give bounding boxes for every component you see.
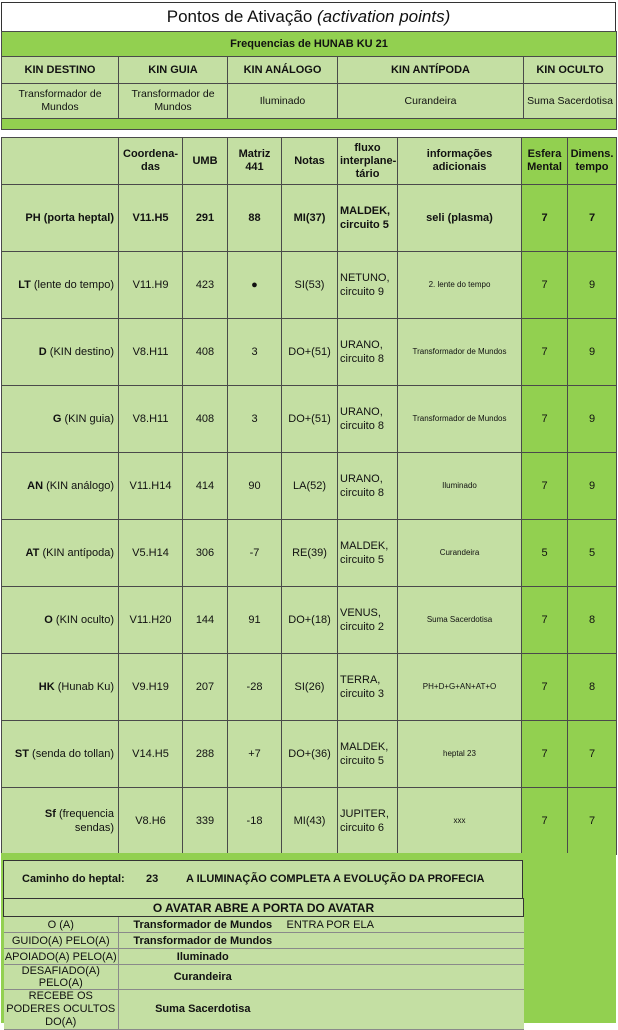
kin-value-guia: Transformador de Mundos — [119, 84, 228, 119]
avatar-extra — [287, 965, 524, 990]
cell-fluxo: MALDEK, circuito 5 — [338, 721, 398, 788]
row-label — [2, 252, 119, 319]
row-name: (KIN análogo) — [46, 480, 114, 492]
row-label — [2, 587, 119, 654]
row-code: LT — [18, 279, 31, 291]
cell-fluxo: TERRA, circuito 3 — [338, 654, 398, 721]
cell-notas: DO+(36) — [282, 721, 338, 788]
cell-info: xxx — [398, 788, 522, 855]
cell-esfera: 7 — [522, 252, 568, 319]
cell-notas: SI(53) — [282, 252, 338, 319]
cell-notas: DO+(51) — [282, 386, 338, 453]
column-header: Coordena-das — [119, 138, 183, 185]
cell-matriz: +7 — [228, 721, 282, 788]
avatar-extra — [287, 949, 524, 965]
column-header: Esfera Mental — [522, 138, 568, 185]
kin-value-analogo: Iluminado — [228, 84, 338, 119]
row-label — [2, 721, 119, 788]
cell-dimens: 7 — [568, 788, 617, 855]
avatar-key: O (A) — [4, 917, 119, 933]
row-label — [2, 654, 119, 721]
row-label — [2, 788, 119, 855]
table-header-row — [2, 138, 617, 185]
column-header: fluxo interplane-tário — [338, 138, 398, 185]
cell-fluxo: URANO, circuito 8 — [338, 453, 398, 520]
avatar-row — [4, 949, 524, 965]
cell-umb: 408 — [183, 386, 228, 453]
column-header: UMB — [183, 138, 228, 185]
kin-value-antipoda: Curandeira — [338, 84, 524, 119]
cell-matriz: -7 — [228, 520, 282, 587]
cell-umb: 339 — [183, 788, 228, 855]
path-label: Caminho do heptal: — [22, 873, 125, 885]
cell-info: seli (plasma) — [398, 185, 522, 252]
cell-coord: V8.H11 — [119, 319, 183, 386]
table-row — [2, 721, 617, 788]
cell-info: Suma Sacerdotisa — [398, 587, 522, 654]
row-name: (lente do tempo) — [33, 279, 114, 291]
cell-umb: 291 — [183, 185, 228, 252]
avatar-extra — [287, 933, 524, 949]
cell-dimens: 7 — [568, 721, 617, 788]
row-name: (Hunab Ku) — [57, 681, 114, 693]
cell-dimens: 9 — [568, 252, 617, 319]
table-row — [2, 453, 617, 520]
cell-coord: V11.H5 — [119, 185, 183, 252]
cell-esfera: 7 — [522, 788, 568, 855]
kin-header-oculto: KIN OCULTO — [524, 57, 617, 84]
row-code: ST — [14, 748, 29, 760]
avatar-extra: ENTRA POR ELA — [287, 917, 524, 933]
avatar-key: DESAFIADO(A) PELO(A) — [4, 965, 119, 990]
cell-dimens: 9 — [568, 319, 617, 386]
avatar-title: O AVATAR ABRE A PORTA DO AVATAR — [4, 899, 524, 917]
row-label — [2, 386, 119, 453]
kin-header-table — [1, 31, 617, 130]
avatar-key: RECEBE OS PODERES OCULTOS DO(A) — [4, 990, 119, 1030]
cell-notas: MI(43) — [282, 788, 338, 855]
cell-esfera: 7 — [522, 587, 568, 654]
kin-value-destino: Transformador de Mundos — [2, 84, 119, 119]
cell-esfera: 7 — [522, 319, 568, 386]
cell-umb: 207 — [183, 654, 228, 721]
cell-umb: 408 — [183, 319, 228, 386]
cell-umb: 414 — [183, 453, 228, 520]
row-code: AN — [27, 480, 44, 492]
table-row — [2, 252, 617, 319]
table-row — [2, 654, 617, 721]
cell-fluxo: MALDEK, circuito 5 — [338, 520, 398, 587]
row-label — [2, 185, 119, 252]
row-name: (KIN guia) — [64, 413, 114, 425]
cell-matriz: 90 — [228, 453, 282, 520]
table-row — [2, 587, 617, 654]
path-text: A ILUMINAÇÃO COMPLETA A EVOLUÇÃO DA PROFECIA — [186, 873, 485, 885]
row-code: HK — [38, 681, 55, 693]
cell-info: PH+D+G+AN+AT+O — [398, 654, 522, 721]
frequency-header: Frequencias de HUNAB KU 21 — [2, 32, 617, 57]
cell-esfera: 7 — [522, 721, 568, 788]
heptal-path — [3, 860, 523, 900]
row-code: O — [44, 614, 53, 626]
cell-notas: DO+(18) — [282, 587, 338, 654]
cell-coord: V9.H19 — [119, 654, 183, 721]
avatar-key: GUIDO(A) PELO(A) — [4, 933, 119, 949]
cell-coord: V11.H9 — [119, 252, 183, 319]
row-code: AT — [25, 547, 40, 559]
avatar-row — [4, 965, 524, 990]
cell-matriz: 3 — [228, 386, 282, 453]
column-header: Dimens. tempo — [568, 138, 617, 185]
row-code: Sf — [44, 808, 56, 820]
column-header — [2, 138, 119, 185]
row-code: G — [52, 413, 62, 425]
cell-fluxo: MALDEK, circuito 5 — [338, 185, 398, 252]
cell-umb: 423 — [183, 252, 228, 319]
row-name: (frequencia sendas) — [58, 808, 114, 834]
cell-umb: 306 — [183, 520, 228, 587]
cell-dimens: 7 — [568, 185, 617, 252]
cell-dimens: 5 — [568, 520, 617, 587]
avatar-key: APOIADO(A) PELO(A) — [4, 950, 117, 963]
row-name: (KIN oculto) — [55, 614, 114, 626]
column-header: Matriz 441 — [228, 138, 282, 185]
cell-info: Curandeira — [398, 520, 522, 587]
cell-esfera: 7 — [522, 453, 568, 520]
cell-dimens: 9 — [568, 386, 617, 453]
avatar-table — [3, 898, 524, 1030]
cell-info: Transformador de Mundos — [398, 386, 522, 453]
avatar-row — [4, 917, 524, 933]
cell-matriz: ● — [228, 252, 282, 319]
table-row — [2, 788, 617, 855]
cell-matriz: 88 — [228, 185, 282, 252]
cell-coord: V5.H14 — [119, 520, 183, 587]
spacer-row — [2, 119, 617, 130]
cell-info: Transformador de Mundos — [398, 319, 522, 386]
cell-fluxo: URANO, circuito 8 — [338, 386, 398, 453]
avatar-value: Transformador de Mundos — [119, 933, 287, 949]
cell-fluxo: VENUS, circuito 2 — [338, 587, 398, 654]
kin-header-analogo: KIN ANÁLOGO — [228, 57, 338, 84]
cell-matriz: 91 — [228, 587, 282, 654]
page-title: Pontos de Ativação (activation points) — [1, 2, 616, 32]
cell-umb: 288 — [183, 721, 228, 788]
cell-umb: 144 — [183, 587, 228, 654]
cell-coord: V14.H5 — [119, 721, 183, 788]
activation-points-table — [1, 137, 617, 855]
cell-notas: MI(37) — [282, 185, 338, 252]
path-number: 23 — [146, 873, 159, 885]
cell-esfera: 7 — [522, 386, 568, 453]
cell-esfera: 5 — [522, 520, 568, 587]
row-label — [2, 319, 119, 386]
cell-coord: V11.H14 — [119, 453, 183, 520]
cell-info: Iluminado — [398, 453, 522, 520]
cell-coord: V11.H20 — [119, 587, 183, 654]
avatar-value: Curandeira — [119, 965, 287, 990]
avatar-value: Transformador de Mundos — [119, 917, 287, 933]
table-row — [2, 319, 617, 386]
kin-header-destino: KIN DESTINO — [2, 57, 119, 84]
avatar-row — [4, 933, 524, 949]
row-name: (KIN antípoda) — [42, 547, 114, 559]
cell-matriz: -28 — [228, 654, 282, 721]
cell-esfera: 7 — [522, 654, 568, 721]
row-name: (senda do tollan) — [32, 748, 114, 760]
table-row — [2, 520, 617, 587]
cell-matriz: -18 — [228, 788, 282, 855]
cell-coord: V8.H6 — [119, 788, 183, 855]
cell-notas: LA(52) — [282, 453, 338, 520]
row-label — [2, 453, 119, 520]
column-header: informações adicionais — [398, 138, 522, 185]
row-code: D — [38, 346, 47, 358]
row-code: PH — [25, 212, 41, 224]
cell-notas: SI(26) — [282, 654, 338, 721]
table-row — [2, 185, 617, 252]
cell-coord: V8.H11 — [119, 386, 183, 453]
cell-dimens: 8 — [568, 587, 617, 654]
cell-fluxo: JUPITER, circuito 6 — [338, 788, 398, 855]
table-row — [2, 386, 617, 453]
row-name: (KIN destino) — [49, 346, 114, 358]
cell-fluxo: URANO, circuito 8 — [338, 319, 398, 386]
row-label — [2, 520, 119, 587]
kin-value-oculto: Suma Sacerdotisa — [524, 84, 617, 119]
avatar-value: Iluminado — [119, 949, 287, 965]
cell-dimens: 8 — [568, 654, 617, 721]
cell-esfera: 7 — [522, 185, 568, 252]
cell-dimens: 9 — [568, 453, 617, 520]
kin-header-antipoda: KIN ANTÍPODA — [338, 57, 524, 84]
kin-header-guia: KIN GUIA — [119, 57, 228, 84]
cell-info: 2. lente do tempo — [398, 252, 522, 319]
column-header: Notas — [282, 138, 338, 185]
row-name: (porta heptal) — [43, 212, 114, 224]
cell-matriz: 3 — [228, 319, 282, 386]
cell-info: heptal 23 — [398, 721, 522, 788]
avatar-value: Suma Sacerdotisa — [119, 990, 287, 1030]
cell-notas: DO+(51) — [282, 319, 338, 386]
cell-notas: RE(39) — [282, 520, 338, 587]
cell-fluxo: NETUNO, circuito 9 — [338, 252, 398, 319]
